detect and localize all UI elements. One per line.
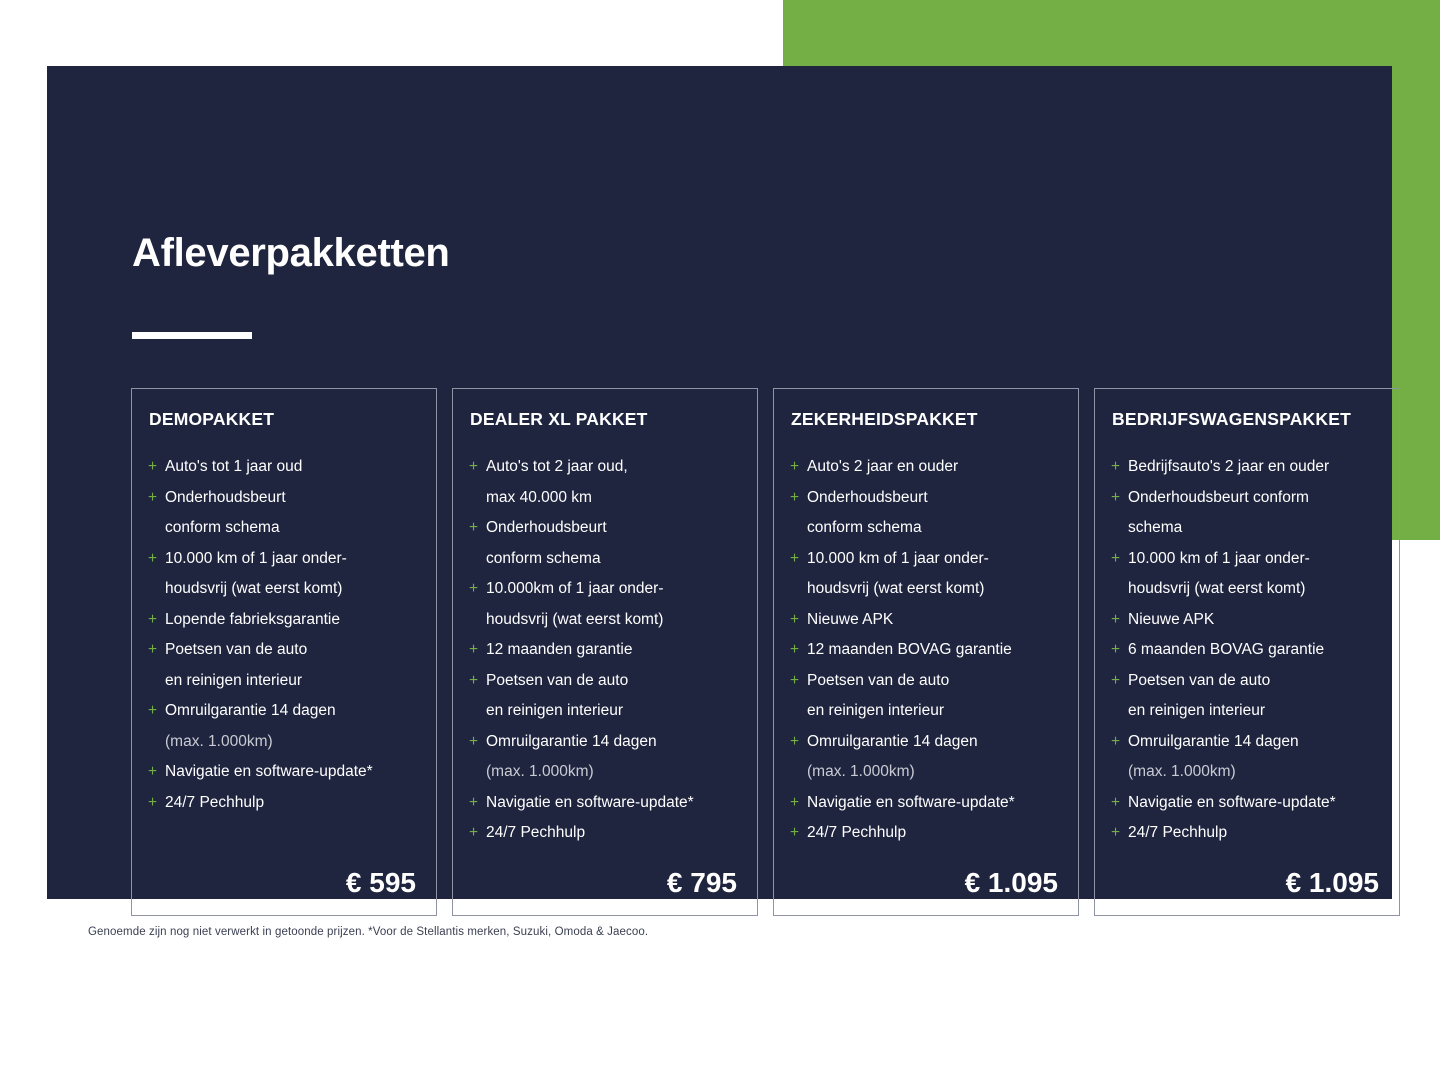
package-feature-item xyxy=(148,574,420,605)
package-feature-label: Nieuwe APK xyxy=(1128,610,1215,628)
title-underline-rule xyxy=(132,332,252,339)
package-card-title: BEDRIJFSWAGENSPAKKET xyxy=(1112,409,1351,429)
package-feature-item xyxy=(148,696,420,727)
packages-panel xyxy=(47,66,1392,899)
package-price: € 795 xyxy=(666,866,737,898)
package-feature-label: 24/7 Pechhulp xyxy=(807,824,907,841)
plus-icon: + xyxy=(148,763,158,780)
package-feature-item xyxy=(790,605,1062,636)
package-feature-label: en reinigen interieur xyxy=(807,702,945,719)
plus-icon: + xyxy=(790,549,800,567)
package-card[interactable] xyxy=(773,388,1079,916)
package-feature-item xyxy=(1111,818,1383,849)
plus-icon: + xyxy=(1111,793,1121,811)
package-feature-item xyxy=(148,513,420,544)
package-feature-label: houdsvrij (wat eerst komt) xyxy=(1128,580,1306,597)
package-feature-item xyxy=(469,635,741,666)
plus-icon: + xyxy=(790,793,800,811)
plus-icon: + xyxy=(148,641,158,658)
package-feature-label: 12 maanden BOVAG garantie xyxy=(807,641,1012,658)
plus-icon: + xyxy=(1111,732,1121,750)
package-feature-item xyxy=(469,727,741,758)
package-feature-item xyxy=(1111,635,1383,666)
package-feature-label: Onderhoudsbeurt xyxy=(807,488,928,506)
package-feature-list xyxy=(1111,452,1383,849)
package-feature-item xyxy=(148,635,420,666)
package-feature-item xyxy=(790,635,1062,666)
package-feature-item xyxy=(469,818,741,849)
package-feature-label: en reinigen interieur xyxy=(1128,702,1266,719)
plus-icon: + xyxy=(469,824,479,841)
package-feature-label: Onderhoudsbeurt conform xyxy=(1128,488,1309,506)
package-feature-label: conform schema xyxy=(486,549,601,567)
package-feature-item xyxy=(469,483,741,514)
package-feature-item xyxy=(469,666,741,697)
plus-icon: + xyxy=(1111,488,1121,506)
package-feature-label: Poetsen van de auto xyxy=(165,641,308,658)
package-feature-item xyxy=(790,544,1062,575)
package-feature-label: en reinigen interieur xyxy=(486,702,624,719)
package-feature-label: houdsvrij (wat eerst komt) xyxy=(807,580,985,597)
package-feature-label: Navigatie en software-update* xyxy=(486,793,694,811)
package-feature-label: 24/7 Pechhulp xyxy=(165,793,265,811)
package-feature-label: Auto's tot 1 jaar oud xyxy=(165,458,303,475)
package-feature-label: 10.000 km of 1 jaar onder- xyxy=(807,549,989,567)
plus-icon: + xyxy=(790,488,800,506)
plus-icon: + xyxy=(790,610,800,628)
package-feature-item xyxy=(469,513,741,544)
package-feature-item xyxy=(1111,513,1383,544)
package-feature-label: 6 maanden BOVAG garantie xyxy=(1128,641,1325,658)
package-feature-item xyxy=(790,483,1062,514)
package-feature-item xyxy=(790,818,1062,849)
package-feature-item xyxy=(790,727,1062,758)
package-feature-label: Poetsen van de auto xyxy=(807,671,950,689)
plus-icon: + xyxy=(1111,671,1121,689)
package-feature-label: Navigatie en software-update* xyxy=(807,793,1015,811)
plus-icon: + xyxy=(1111,641,1121,658)
package-feature-label: conform schema xyxy=(165,519,280,536)
plus-icon: + xyxy=(1111,610,1121,628)
plus-icon: + xyxy=(469,519,479,536)
package-feature-item xyxy=(1111,696,1383,727)
package-feature-item xyxy=(148,727,420,758)
package-feature-item xyxy=(790,696,1062,727)
package-feature-item xyxy=(469,757,741,788)
package-feature-item xyxy=(469,605,741,636)
package-cards-container xyxy=(131,388,1408,916)
package-feature-item xyxy=(790,513,1062,544)
package-feature-label: 10.000 km of 1 jaar onder- xyxy=(1128,549,1310,567)
package-price: € 1.095 xyxy=(964,866,1058,898)
package-card-title: DEMOPAKKET xyxy=(149,409,275,429)
package-feature-item xyxy=(148,788,420,819)
package-feature-label: Auto's 2 jaar en ouder xyxy=(807,458,959,475)
plus-icon: + xyxy=(1111,824,1121,841)
package-feature-list xyxy=(790,452,1062,849)
package-feature-item xyxy=(1111,788,1383,819)
package-feature-item xyxy=(1111,452,1383,483)
plus-icon: + xyxy=(790,671,800,689)
package-feature-item xyxy=(469,452,741,483)
package-feature-label: Omruilgarantie 14 dagen xyxy=(486,732,657,750)
plus-icon: + xyxy=(148,549,158,567)
plus-icon: + xyxy=(469,580,479,597)
package-feature-label: Navigatie en software-update* xyxy=(1128,793,1336,811)
package-price: € 1.095 xyxy=(1285,866,1379,898)
package-feature-item xyxy=(148,544,420,575)
package-feature-label: conform schema xyxy=(807,519,922,536)
package-feature-label: Nieuwe APK xyxy=(807,610,894,628)
package-feature-item xyxy=(148,605,420,636)
plus-icon: + xyxy=(1111,458,1121,475)
plus-icon: + xyxy=(148,610,158,628)
plus-icon: + xyxy=(148,488,158,506)
package-feature-item xyxy=(1111,544,1383,575)
package-feature-label: max 40.000 km xyxy=(486,488,592,506)
package-feature-label: (max. 1.000km) xyxy=(1128,763,1236,780)
plus-icon: + xyxy=(469,732,479,750)
package-feature-label: Poetsen van de auto xyxy=(1128,671,1271,689)
package-feature-label: (max. 1.000km) xyxy=(165,732,273,750)
package-feature-item xyxy=(469,544,741,575)
plus-icon: + xyxy=(148,793,158,811)
package-feature-label: Omruilgarantie 14 dagen xyxy=(1128,732,1299,750)
package-feature-label: Poetsen van de auto xyxy=(486,671,629,689)
plus-icon: + xyxy=(469,641,479,658)
package-feature-label: Onderhoudsbeurt xyxy=(165,488,286,506)
package-feature-list xyxy=(148,452,420,849)
package-feature-label: houdsvrij (wat eerst komt) xyxy=(486,610,664,628)
package-feature-list xyxy=(469,452,741,849)
package-feature-item xyxy=(148,452,420,483)
package-feature-item xyxy=(469,788,741,819)
package-feature-label: Lopende fabrieksgarantie xyxy=(165,610,340,628)
package-feature-item xyxy=(148,757,420,788)
plus-icon: + xyxy=(790,458,800,475)
plus-icon: + xyxy=(469,671,479,689)
package-feature-item xyxy=(790,574,1062,605)
package-feature-label: Bedrijfsauto's 2 jaar en ouder xyxy=(1128,458,1330,475)
package-card[interactable] xyxy=(452,388,758,916)
package-card-title: DEALER XL PAKKET xyxy=(470,409,648,429)
plus-icon: + xyxy=(790,732,800,750)
package-feature-item xyxy=(790,452,1062,483)
package-feature-item xyxy=(1111,605,1383,636)
package-feature-item xyxy=(790,757,1062,788)
plus-icon: + xyxy=(148,458,158,475)
package-card-title: ZEKERHEIDSPAKKET xyxy=(791,409,978,429)
package-feature-label: en reinigen interieur xyxy=(165,671,303,689)
package-feature-item xyxy=(1111,757,1383,788)
package-feature-item xyxy=(1111,574,1383,605)
package-feature-item xyxy=(790,666,1062,697)
package-feature-item xyxy=(1111,727,1383,758)
package-feature-item xyxy=(1111,666,1383,697)
package-feature-label: 10.000km of 1 jaar onder- xyxy=(486,580,664,597)
package-feature-item xyxy=(469,574,741,605)
plus-icon: + xyxy=(1111,549,1121,567)
plus-icon: + xyxy=(469,793,479,811)
package-feature-label: 12 maanden garantie xyxy=(486,641,633,658)
package-price: € 595 xyxy=(345,866,416,898)
package-feature-item xyxy=(469,696,741,727)
package-feature-label: 24/7 Pechhulp xyxy=(486,824,586,841)
plus-icon: + xyxy=(790,641,800,658)
package-feature-label: houdsvrij (wat eerst komt) xyxy=(165,580,343,597)
package-feature-item xyxy=(148,483,420,514)
package-feature-label: Onderhoudsbeurt xyxy=(486,519,607,536)
package-feature-label: Auto's tot 2 jaar oud, xyxy=(486,458,628,475)
footnote-text: Genoemde zijn nog niet verwerkt in getoonde prijzen. *Voor de Stellantis merken, Suzuki, Omoda & Jaecoo. xyxy=(88,926,649,938)
package-feature-label: 24/7 Pechhulp xyxy=(1128,824,1228,841)
package-feature-label: Omruilgarantie 14 dagen xyxy=(807,732,978,750)
package-feature-label: Navigatie en software-update* xyxy=(165,763,373,780)
package-feature-label: schema xyxy=(1128,519,1183,536)
package-feature-label: (max. 1.000km) xyxy=(807,763,915,780)
package-feature-label: (max. 1.000km) xyxy=(486,763,594,780)
package-feature-item xyxy=(790,788,1062,819)
page-title: Afleverpakketten xyxy=(132,231,450,275)
package-card[interactable] xyxy=(1094,388,1400,916)
plus-icon: + xyxy=(790,824,800,841)
package-feature-item xyxy=(148,666,420,697)
package-card[interactable] xyxy=(131,388,437,916)
plus-icon: + xyxy=(148,702,158,719)
plus-icon: + xyxy=(469,458,479,475)
package-feature-label: 10.000 km of 1 jaar onder- xyxy=(165,549,347,567)
package-feature-item xyxy=(1111,483,1383,514)
package-feature-label: Omruilgarantie 14 dagen xyxy=(165,702,336,719)
